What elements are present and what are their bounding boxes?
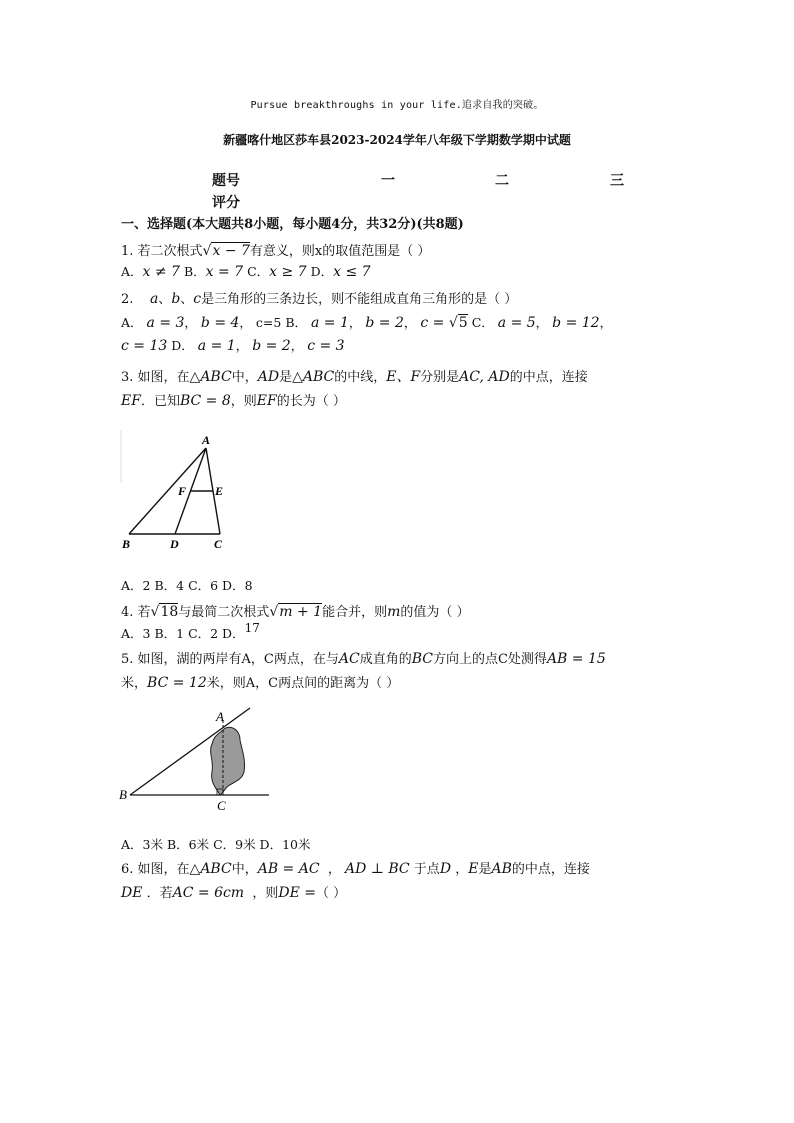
label-a: A	[202, 433, 211, 447]
q3-ef: EF	[121, 393, 141, 409]
q1-option-c-letter: C．	[247, 264, 270, 279]
q3-ef: EF	[256, 393, 277, 409]
q2-option-b-c: c =	[420, 315, 449, 331]
q3-text: 的中点，连接	[509, 370, 588, 385]
q6-ad-perp-bc: AD ⊥ BC	[344, 861, 410, 877]
q3-options: A．2 B．4 C．6 D．8	[121, 578, 253, 593]
label-b: B	[122, 537, 131, 551]
comma: ，	[235, 338, 249, 353]
q4-text: 能合并，则	[322, 605, 388, 620]
q4-var-m: m	[387, 604, 401, 620]
q1-option-d: x ≤ 7	[333, 264, 371, 280]
exam-title: 新疆喀什地区莎车县2023-2024学年八年级下学期数学期中试题	[223, 133, 571, 147]
q6-text: 中，	[231, 862, 258, 877]
q4-text: 的值为（ ）	[400, 605, 470, 620]
q2-sep-1: 、	[158, 292, 172, 307]
q4-text: 与最简二次根式	[178, 605, 270, 620]
q1-option-b-letter: B．	[183, 264, 206, 279]
q5-options: A．3米 B．6米 C．9米 D．10米	[121, 837, 311, 852]
question-2	[121, 288, 517, 307]
score-table-col-1: 一	[381, 173, 395, 189]
score-table-col-3: 三	[610, 173, 624, 189]
q2-option-c-c: c = 13	[121, 338, 168, 354]
q4-radical-m-plus-1: m + 1	[279, 604, 323, 620]
q5-bc: BC = 12	[147, 675, 207, 691]
q1-option-b: x = 7	[205, 264, 244, 280]
q2-options-line-1: A． a = 3， b = 4， c=5 B． a = 1， b = 2， c = √5 C． a = 5， b = 12，	[121, 315, 613, 331]
q1-option-d-letter: D．	[310, 264, 334, 279]
q2-options-line-2	[121, 336, 345, 354]
q4-options-text: A．3 B．1 C．2 D．	[121, 626, 245, 641]
q2-option-d-a: a = 1	[197, 338, 236, 354]
q3-text: 的中线，	[334, 370, 387, 385]
comma: ，	[535, 315, 549, 330]
q2-option-b-letter: B．	[285, 315, 308, 330]
q1-option-c: x ≥ 7	[269, 264, 307, 280]
q3-text: 中，	[231, 370, 258, 385]
q6-triangle: △ABC	[189, 861, 232, 877]
label-c: C	[214, 537, 223, 551]
question-1: 1. 若二次根式√x − 7有意义，则x的取值范围是（ ）	[121, 243, 431, 259]
q2-option-d-b: b = 2	[252, 338, 291, 354]
q1-option-a: x ≠ 7	[142, 264, 180, 280]
comma: ，	[455, 862, 469, 877]
q4-text: 4. 若	[121, 605, 151, 620]
q3-text: 3. 如图，在	[121, 370, 190, 385]
q6-text: 的中点，连接	[511, 862, 590, 877]
q2-var-a: a	[149, 291, 159, 307]
question-5-line-2	[121, 672, 399, 691]
question-3-line-2	[121, 390, 346, 409]
q1-stem-pre: 1. 若二次根式	[121, 244, 203, 259]
q6-point-e: E	[468, 861, 479, 877]
q6-text: 于点	[413, 862, 440, 877]
q6-ac: AC = 6cm	[172, 885, 245, 901]
q5-text: 米，	[121, 676, 148, 691]
q3-text: ．已知	[140, 394, 180, 409]
comma: ，	[348, 315, 362, 330]
q4-option-d: 17	[244, 621, 260, 635]
q3-bc: BC = 8	[179, 393, 231, 409]
q3-ef: E、F	[386, 369, 421, 385]
label-b: B	[119, 787, 127, 802]
question-6-line-1	[121, 858, 590, 877]
q2-option-a-letter: A．	[121, 315, 143, 330]
q1-option-a-letter: A．	[121, 264, 143, 279]
question-5-line-1	[121, 648, 606, 667]
q3-triangle: △ABC	[292, 369, 335, 385]
comma: ，	[290, 338, 304, 353]
q2-var-b: b	[171, 291, 181, 307]
q1-radical: x − 7	[212, 243, 250, 259]
q5-figure	[116, 700, 276, 815]
label-a: A	[216, 709, 224, 724]
q3-triangle: △ABC	[189, 369, 232, 385]
section-heading: 一、选择题(本大题共8小题，每小题4分，共32分)(共8题)	[121, 217, 464, 232]
q2-option-b-radical: 5	[458, 315, 468, 331]
comma: ，	[599, 315, 613, 330]
q2-stem: 是三角形的三条边长，则不能组成直角三角形的是（ ）	[201, 292, 518, 307]
q1-stem-post: 有意义，则x的取值范围是（ ）	[249, 244, 431, 259]
score-table-score-label: 评分	[212, 195, 240, 211]
q2-number: 2.	[121, 292, 134, 307]
q6-text: ，则	[252, 886, 279, 901]
q4-radical-18: 18	[160, 604, 179, 620]
q6-text: ．若	[146, 886, 173, 901]
q6-text: 是	[478, 862, 492, 877]
q2-sep-2: 、	[180, 292, 194, 307]
q1-options	[121, 262, 371, 280]
q5-text: 米，则A，C两点间的距离为（ ）	[206, 676, 400, 691]
q3-text: 的长为（ ）	[276, 394, 346, 409]
q3-figure	[118, 428, 248, 553]
q2-option-c-letter: C．	[471, 315, 494, 330]
q6-de-eq: DE =	[278, 885, 316, 901]
q6-ab-eq-ac: AB = AC	[257, 861, 320, 877]
q5-bc: BC	[411, 651, 433, 667]
q5-ac: AC	[338, 651, 360, 667]
comma: ，	[403, 315, 417, 330]
q5-ab: AB = 15	[546, 651, 606, 667]
q4-options	[121, 621, 260, 642]
q5-text: 成直角的	[359, 652, 412, 667]
header-motto: Pursue breakthroughs in your life.追求自我的突破。	[250, 100, 544, 111]
label-c: C	[217, 798, 226, 813]
score-table-question-label: 题号	[212, 173, 240, 189]
q2-option-a-c: c=5	[255, 315, 282, 330]
q6-point-d: D	[439, 861, 452, 877]
score-table-col-2: 二	[495, 173, 509, 189]
q3-text: ，则	[230, 394, 257, 409]
q2-option-c-a: a = 5	[497, 315, 536, 331]
q2-var-c: c	[193, 291, 202, 307]
question-3-line-1	[121, 366, 588, 386]
q2-option-d-letter: D．	[171, 338, 194, 353]
label-f: F	[178, 484, 187, 498]
q2-option-c-b: b = 12	[552, 315, 600, 331]
q6-ab: AB	[491, 861, 512, 877]
q6-text: 6. 如图，在	[121, 862, 190, 877]
comma: ，	[184, 315, 197, 330]
label-d: D	[170, 537, 179, 551]
q2-option-b-a: a = 1	[311, 315, 349, 331]
q3-text: 分别是	[420, 370, 460, 385]
q2-option-b-b: b = 2	[365, 315, 404, 331]
q3-ad: AD	[257, 369, 280, 385]
q5-text: 方向上的点C处测得	[432, 652, 547, 667]
q6-text: （ ）	[316, 886, 347, 901]
comma: ，	[239, 315, 252, 330]
question-4: 4. 若√18与最简二次根式√m + 1能合并，则m的值为（ ）	[121, 604, 470, 620]
q3-text: 是	[279, 370, 293, 385]
q3-ac-ad: AC, AD	[459, 369, 510, 385]
q2-option-a-a: a = 3	[146, 315, 185, 331]
q2-option-d-c: c = 3	[307, 338, 345, 354]
q6-de: DE	[121, 885, 143, 901]
comma: ，	[327, 862, 341, 877]
question-6-line-2	[121, 882, 346, 901]
q2-option-a-b: b = 4	[200, 315, 240, 331]
label-e: E	[215, 484, 224, 498]
q5-text: 5. 如图，湖的两岸有A，C两点，在与	[121, 652, 339, 667]
